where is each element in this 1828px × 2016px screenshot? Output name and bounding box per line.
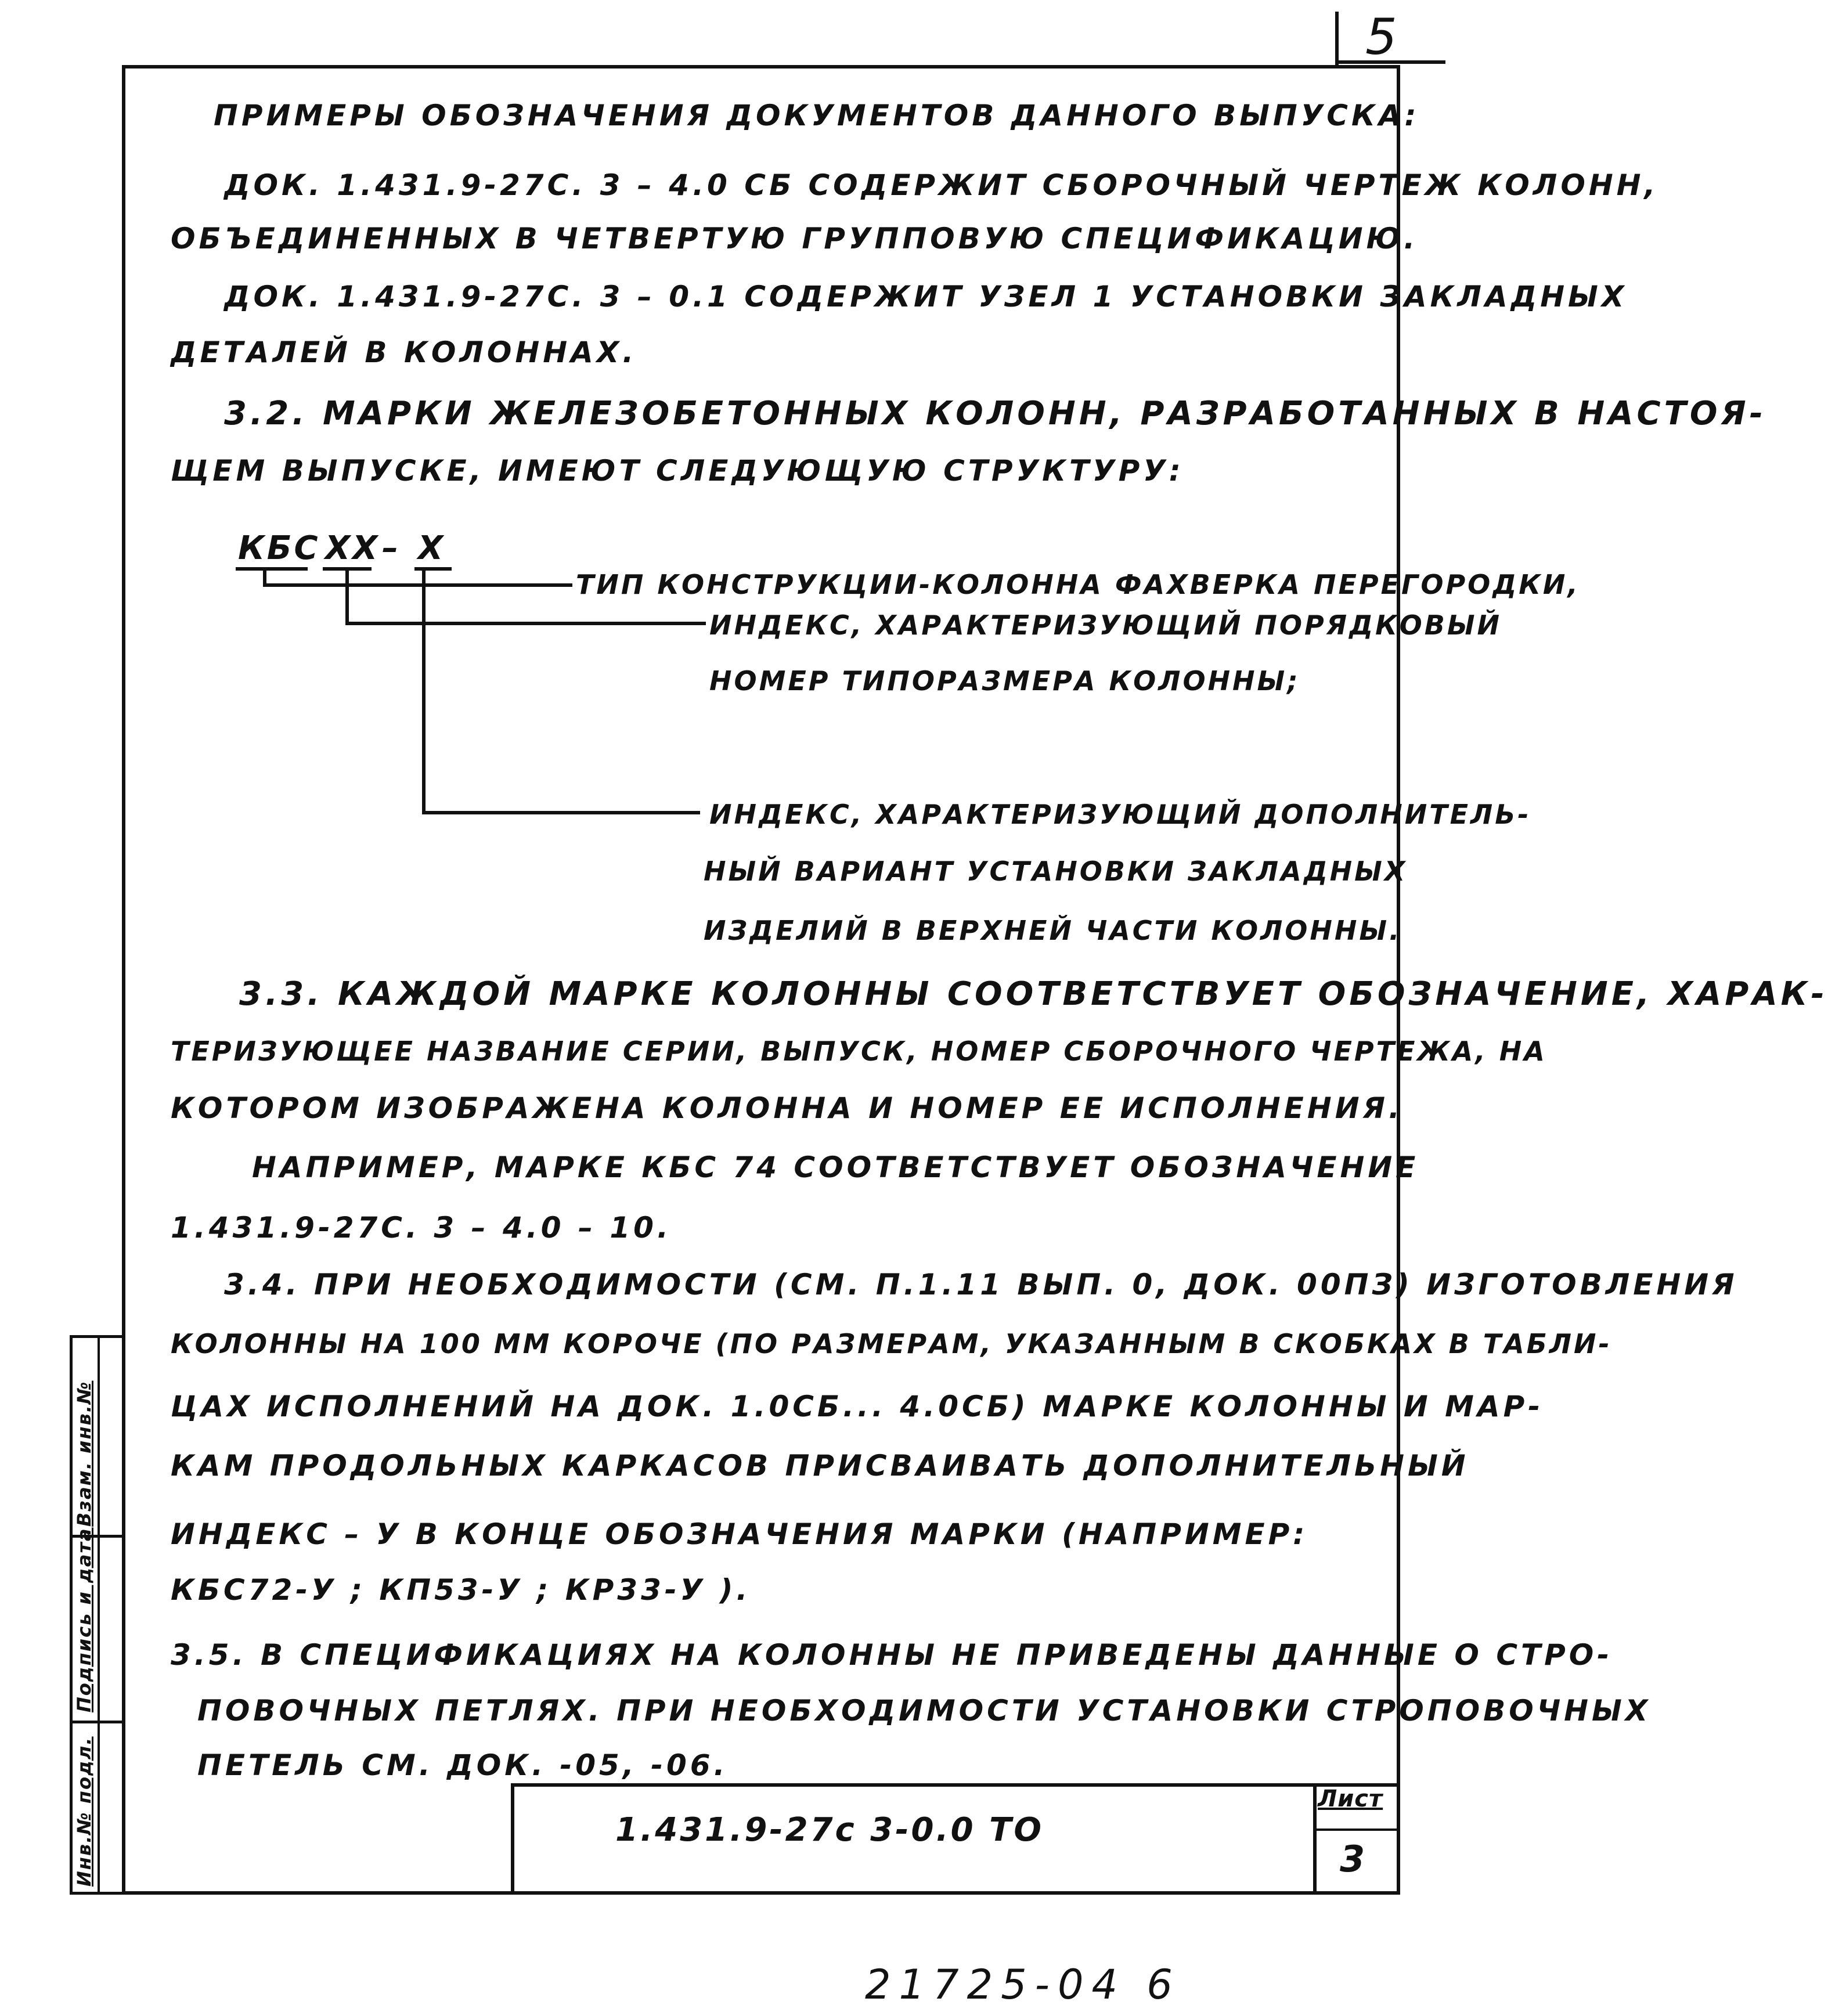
text-line-6: 3.2. МАРКИ ЖЕЛЕЗОБЕТОННЫХ КОЛОНН, РАЗРАБОТАННЫХ В НАСТОЯ- — [224, 395, 1766, 432]
text-line-19: 3.5. В СПЕЦИФИКАЦИЯХ НА КОЛОННЫ НЕ ПРИВЕДЕНЫ ДАННЫЕ О СТРО- — [171, 1638, 1613, 1672]
sheet-number: 3 — [1340, 1838, 1365, 1880]
margin-stamp-inv-podl: Инв.№ подл. — [73, 1736, 95, 1887]
text-line-7: ЩЕМ ВЫПУСКЕ, ИМЕЮТ СЛЕДУЮЩУЮ СТРУКТУРУ: — [171, 454, 1184, 488]
diagram-desc-3b: НЫЙ ВАРИАНТ УСТАНОВКИ ЗАКЛАДНЫХ — [704, 856, 1408, 887]
text-line-10: КОТОРОМ ИЗОБРАЖЕНА КОЛОННА И НОМЕР ЕЕ ИСПОЛНЕНИЯ. — [171, 1091, 1404, 1125]
text-line-12: 1.431.9-27С. 3 – 4.0 – 10. — [171, 1211, 672, 1245]
text-line-1: ПРИМЕРЫ ОБОЗНАЧЕНИЯ ДОКУМЕНТОВ ДАННОГО ВЫПУСКА: — [214, 99, 1420, 132]
diagram-desc-2b: НОМЕР ТИПОРАЗМЕРА КОЛОННЫ; — [709, 665, 1300, 697]
leader-3 — [424, 569, 700, 813]
text-line-9: ТЕРИЗУЮЩЕЕ НАЗВАНИЕ СЕРИИ, ВЫПУСК, НОМЕР СБОРОЧНОГО ЧЕРТЕЖА, НА — [171, 1036, 1547, 1067]
margin-stamp-signature-date: Подпись и дата — [73, 1527, 95, 1712]
text-line-3: ОБЪЕДИНЕННЫХ В ЧЕТВЕРТУЮ ГРУППОВУЮ СПЕЦИФИКАЦИЮ. — [171, 222, 1419, 255]
text-line-11: НАПРИМЕР, МАРКЕ КБС 74 СООТВЕТСТВУЕТ ОБОЗНАЧЕНИЕ — [252, 1151, 1419, 1184]
sheet-label: Лист — [1318, 1786, 1383, 1812]
text-line-4: ДОК. 1.431.9-27С. 3 – 0.1 СОДЕРЖИТ УЗЕЛ 1 УСТАНОВКИ ЗАКЛАДНЫХ — [224, 280, 1628, 313]
code-part-x: Х — [418, 529, 447, 567]
sheet-top-number: 5 — [1365, 8, 1397, 66]
leader-1 — [265, 569, 572, 585]
margin-stamp-divider-2 — [70, 1721, 125, 1723]
text-line-18: КБС72-У ; КП53-У ; КР33-У ). — [171, 1573, 751, 1607]
code-part-dash: – — [382, 529, 402, 567]
text-line-20: ПОВОЧНЫХ ПЕТЛЯХ. ПРИ НЕОБХОДИМОСТИ УСТАНОВКИ СТРОПОВОЧНЫХ — [197, 1694, 1652, 1728]
text-line-8: 3.3. КАЖДОЙ МАРКЕ КОЛОННЫ СООТВЕТСТВУЕТ ОБОЗНАЧЕНИЕ, ХАРАК- — [239, 975, 1828, 1013]
diagram-desc-1: ТИП КОНСТРУКЦИИ-КОЛОННА ФАХВЕРКА ПЕРЕГОРОДКИ, — [576, 569, 1580, 600]
margin-stamp-vzam-inv: Взам. инв.№ — [73, 1380, 95, 1527]
bottom-archive-number: 21725-04 6 — [865, 1961, 1181, 2008]
text-line-5: ДЕТАЛЕЙ В КОЛОННАХ. — [171, 336, 637, 369]
text-line-15: ЦАХ ИСПОЛНЕНИЙ НА ДОК. 1.0СБ... 4.0СБ) МАРКЕ КОЛОННЫ И МАР- — [171, 1390, 1544, 1423]
text-line-17: ИНДЕКС – У В КОНЦЕ ОБОЗНАЧЕНИЯ МАРКИ (НАПРИМЕР: — [171, 1517, 1308, 1551]
margin-stamp-midline — [98, 1335, 100, 1895]
code-part-kbs: КБС — [238, 529, 320, 567]
text-line-14: КОЛОННЫ НА 100 ММ КОРОЧЕ (ПО РАЗМЕРАМ, УКАЗАННЫМ В СКОБКАХ В ТАБЛИ- — [171, 1328, 1612, 1359]
text-line-16: КАМ ПРОДОЛЬНЫХ КАРКАСОВ ПРИСВАИВАТЬ ДОПОЛНИТЕЛЬНЫЙ — [171, 1449, 1469, 1483]
document-designation: 1.431.9-27с 3-0.0 ТО — [615, 1811, 1044, 1849]
text-line-2: ДОК. 1.431.9-27С. 3 – 4.0 СБ СОДЕРЖИТ СБОРОЧНЫЙ ЧЕРТЕЖ КОЛОНН, — [224, 168, 1659, 202]
diagram-desc-3c: ИЗДЕЛИЙ В ВЕРХНЕЙ ЧАСТИ КОЛОННЫ. — [704, 915, 1402, 946]
text-line-13: 3.4. ПРИ НЕОБХОДИМОСТИ (СМ. П.1.11 ВЫП. 0, ДОК. 00ПЗ) ИЗГОТОВЛЕНИЯ — [224, 1268, 1738, 1301]
diagram-desc-2a: ИНДЕКС, ХАРАКТЕРИЗУЮЩИЙ ПОРЯДКОВЫЙ — [709, 610, 1502, 641]
text-line-21: ПЕТЕЛЬ СМ. ДОК. -05, -06. — [197, 1748, 729, 1782]
title-block-sheet-divider — [1313, 1829, 1400, 1831]
code-part-xx: ХХ — [325, 529, 380, 567]
diagram-desc-3a: ИНДЕКС, ХАРАКТЕРИЗУЮЩИЙ ДОПОЛНИТЕЛЬ- — [709, 799, 1531, 830]
